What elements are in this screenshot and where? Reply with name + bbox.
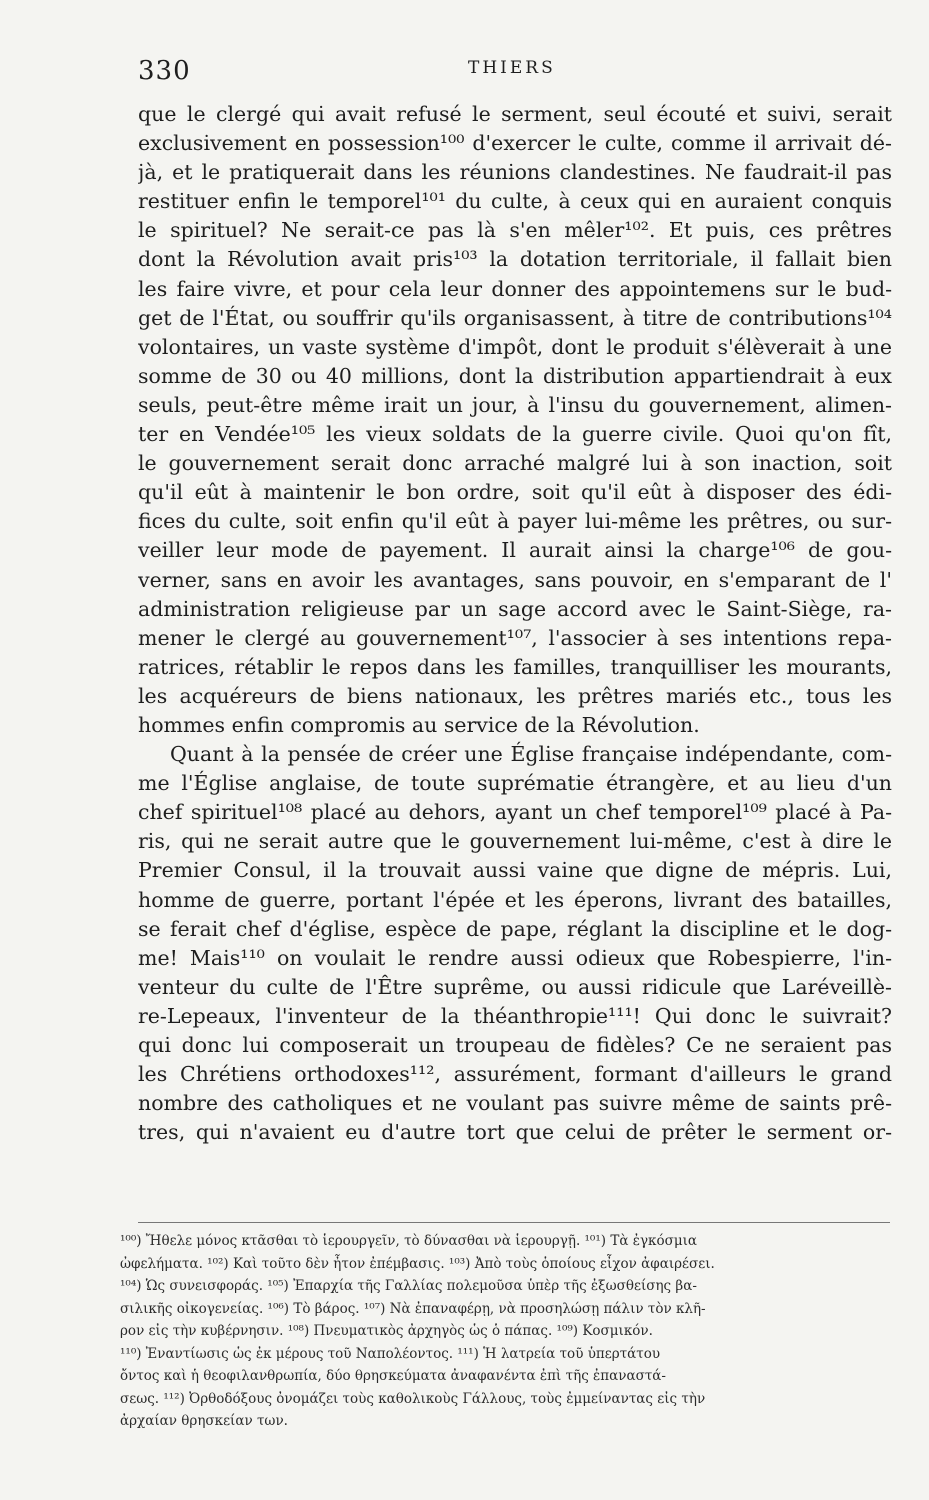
- footnote-line: ἀρχαίαν θρησκείαν των.: [120, 1413, 288, 1429]
- text-line: Premier Consul, il la trouvait aussi vaine que digne de mépris. Lui,: [138, 858, 892, 883]
- text-line: re-Lepeaux, l'inventeur de la théanthropie¹¹¹! Qui donc le suivrait?: [138, 1003, 892, 1028]
- text-line: jà, et le pratiquerait dans les réunions clandestines. Ne faudrait-il pas: [138, 160, 892, 185]
- text-line: exclusivement en possession¹⁰⁰ d'exercer le culte, comme il arrivait dé-: [138, 131, 892, 156]
- text-line: les acquéreurs de biens nationaux, les prêtres mariés etc., tous les: [138, 683, 892, 708]
- footnote-line: ¹⁰⁴) Ὡς συνεισφοράς. ¹⁰⁵) Ἐπαρχία τῆς Γαλλίας πολεμοῦσα ὑπὲρ τῆς ἐξωσθείσης βα-: [120, 1278, 697, 1294]
- page-header: [138, 54, 869, 94]
- text-line: qui donc lui composerait un troupeau de fidèles? Ce ne seraient pas: [138, 1033, 892, 1057]
- text-line: me! Mais¹¹⁰ on voulait le rendre aussi odieux que Robespierre, l'in-: [138, 945, 892, 970]
- text-line: se ferait chef d'église, espèce de pape, réglant la discipline et le dog-: [138, 916, 892, 941]
- footnotes: [120, 1230, 890, 1433]
- footnote-line: ὄντος καὶ ἡ θεοφιλανθρωπία, δύο θρησκεύματα ἀναφανέντα ἐπὶ τῆς ἐπαναστά-: [120, 1368, 666, 1384]
- text-line: tres, qui n'avaient eu d'autre tort que celui de prêter le serment or-: [138, 1120, 892, 1145]
- running-title: THIERS: [468, 58, 556, 78]
- text-line: veiller leur mode de payement. Il aurait ainsi la charge¹⁰⁶ de gou-: [138, 538, 892, 563]
- footnote-line: ρον εἰς τὴν κυβέρνησιν. ¹⁰⁸) Πνευματικὸς ἀρχηγὸς ὡς ὁ πάπας. ¹⁰⁹) Κοσμικόν.: [120, 1323, 653, 1339]
- text-line: ter en Vendée¹⁰⁵ les vieux soldats de la guerre civile. Quoi qu'on fît,: [138, 422, 892, 447]
- text-line: hommes enfin compromis au service de la Révolution.: [138, 712, 700, 737]
- text-line: les faire vivre, et pour cela leur donner des appointemens sur le bud-: [138, 276, 892, 301]
- text-line: homme de guerre, portant l'épée et les éperons, livrant des batailles,: [138, 887, 892, 912]
- text-line: chef spirituel¹⁰⁸ placé au dehors, ayant un chef temporel¹⁰⁹ placé à Pa-: [138, 800, 892, 825]
- footnote-line: ὠφελήματα. ¹⁰²) Καὶ τοῦτο δὲν ἦτον ἐπέμβασις. ¹⁰³) Ἀπὸ τοὺς ὁποίους εἶχον ἀφαιρέσει.: [120, 1255, 715, 1272]
- text-line: seuls, peut-être même irait un jour, à l'insu du gouvernement, alimen-: [138, 392, 892, 417]
- text-line: dont la Révolution avait pris¹⁰³ la dotation territoriale, il fallait bien: [138, 247, 892, 272]
- footnote-line: ¹¹⁰) Ἐναντίωσις ὡς ἐκ μέρους τοῦ Ναπολέοντος. ¹¹¹) Ἡ λατρεία τοῦ ὑπερτάτου: [120, 1345, 661, 1362]
- text-line: volontaires, un vaste système d'impôt, dont le produit s'élèverait à une: [138, 334, 892, 359]
- text-line: administration religieuse par un sage accord avec le Saint-Siège, ra-: [138, 596, 892, 621]
- text-line: me l'Église anglaise, de toute suprématie étrangère, et au lieu d'un: [138, 771, 892, 796]
- text-line: le gouvernement serait donc arraché malgré lui à son inaction, soit: [138, 451, 892, 476]
- text-line: fices du culte, soit enfin qu'il eût à payer lui-même les prêtres, ou sur-: [138, 509, 892, 534]
- text-line: ratrices, rétablir le repos dans les familles, tranquilliser les mourants,: [138, 654, 892, 679]
- body-text: [138, 100, 892, 1147]
- text-line: venteur du culte de l'Être suprême, ou aussi ridicule que Laréveillè-: [138, 974, 892, 999]
- text-line: le spirituel? Ne serait-ce pas là s'en mêler¹⁰². Et puis, ces prêtres: [138, 218, 892, 243]
- text-line: restituer enfin le temporel¹⁰¹ du culte, à ceux qui en auraient conquis: [138, 189, 892, 214]
- text-line: somme de 30 ou 40 millions, dont la distribution appartiendrait à eux: [138, 363, 892, 388]
- text-line: get de l'État, ou souffrir qu'ils organisassent, à titre de contributions¹⁰⁴: [138, 305, 892, 330]
- footnote-rule: [138, 1222, 890, 1223]
- footnote-line: σιλικῆς οἰκογενείας. ¹⁰⁶) Τὸ βάρος. ¹⁰⁷) Νὰ ἐπαναφέρῃ, νὰ προσηλώσῃ πάλιν τὸν κλῆ-: [120, 1300, 706, 1317]
- page-number: 330: [138, 56, 191, 86]
- text-line: mener le clergé au gouvernement¹⁰⁷, l'associer à ses intentions repa-: [138, 625, 892, 650]
- text-line: nombre des catholiques et ne voulant pas suivre même de saints prê-: [138, 1091, 892, 1116]
- footnote-line: ¹⁰⁰) Ἤθελε μόνος κτᾶσθαι τὸ ἱερουργεῖν, τὸ δύνασθαι νὰ ἱερουργῇ. ¹⁰¹) Τὰ ἐγκόσμια: [120, 1233, 698, 1249]
- text-line: ris, qui ne serait autre que le gouvernement lui-même, c'est à dire le: [138, 829, 892, 854]
- text-line: que le clergé qui avait refusé le serment, seul écouté et suivi, serait: [138, 102, 892, 126]
- text-line: verner, sans en avoir les avantages, sans pouvoir, en s'emparant de l': [138, 567, 892, 592]
- text-line: Quant à la pensée de créer une Église française indépendante, com-: [170, 742, 892, 767]
- text-line: les Chrétiens orthodoxes¹¹², assurément, formant d'ailleurs le grand: [138, 1062, 892, 1087]
- text-line: qu'il eût à maintenir le bon ordre, soit qu'il eût à disposer des édi-: [138, 480, 892, 505]
- footnote-line: σεως. ¹¹²) Ὀρθοδόξους ὀνομάζει τοὺς καθολικοὺς Γάλλους, τοὺς ἐμμείναντας εἰς τὴν: [120, 1390, 706, 1407]
